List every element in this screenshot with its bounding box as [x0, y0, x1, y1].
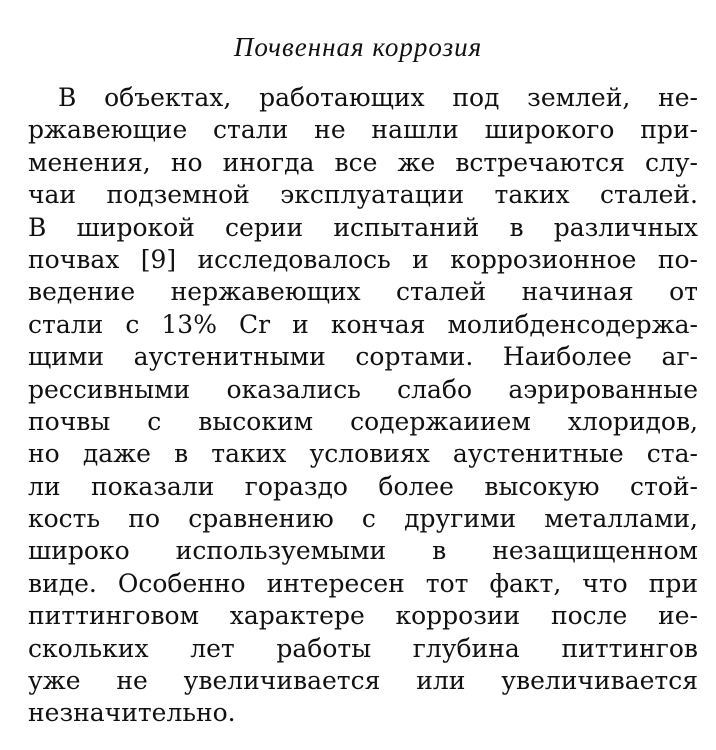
text-line-19: уже не увеличивается или увеличивается [28, 666, 698, 696]
text-line-17: питтинговом характере коррозии после ие- [28, 601, 698, 631]
text-line-4: чаи подземной эксплуатации таких сталей. [28, 180, 698, 210]
text-line-6: почвах [9] исследовалось и коррозионное по- [28, 244, 698, 274]
text-line-3: менения, но иногда все же встречаются слу- [28, 147, 698, 177]
text-line-10: рессивными оказались слабо аэрированные [28, 374, 698, 404]
text-line-20: незначительно. [28, 698, 236, 728]
text-line-7: ведение нержавеющих сталей начиная от [28, 277, 698, 307]
text-line-15: широко используемыми в незащищенном [28, 536, 698, 566]
text-line-14: кость по сравнению с другими металлами, [28, 504, 698, 534]
text-line-18: скольких лет работы глубина питтингов [28, 633, 698, 663]
text-line-13: ли показали гораздо более высокую стой- [28, 471, 698, 501]
text-line-16: виде. Особенно интересен тот факт, что при [28, 568, 698, 598]
text-line-8: стали с 13% Cr и кончая молибденсодержа- [28, 309, 698, 339]
section-title: Почвенная коррозия [233, 32, 483, 62]
text-line-12: но даже в таких условиях аустенитные ста- [28, 439, 698, 469]
text-line-2: ржавеющие стали не нашли широкого при- [28, 115, 698, 145]
text-line-9: щими аустенитными сортами. Наиболее аг- [28, 342, 698, 372]
text-line-5: В широкой серии испытаний в различных [28, 212, 698, 242]
text-line-11: почвы с высоким содержаиием хлоридов, [28, 406, 698, 436]
body-paragraph [28, 82, 698, 730]
text-line-1: В объектах, работающих под землей, не- [58, 83, 698, 112]
